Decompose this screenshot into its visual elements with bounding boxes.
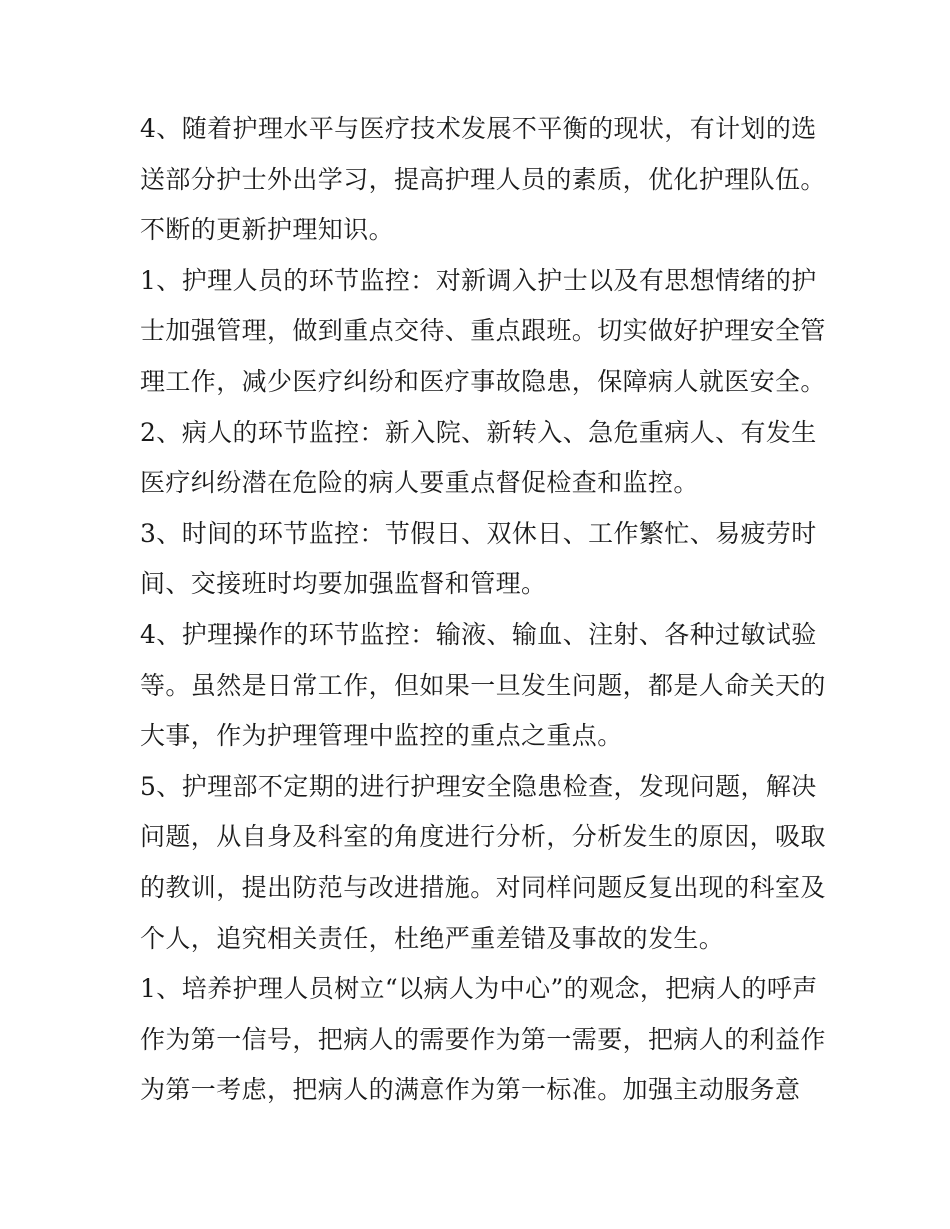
paragraph-patient-centered <box>140 964 830 1116</box>
paragraph-operation-monitoring <box>140 610 830 762</box>
text-line: 4、护理操作的环节监控：输液、输血、注射、各种过敏试验 <box>140 619 817 649</box>
text-line: 3、时间的环节监控：节假日、双休日、工作繁忙、易疲劳时 <box>140 518 817 548</box>
paragraph-training <box>140 104 830 256</box>
document-body <box>140 104 830 1116</box>
text-line: 大事，作为护理管理中监控的重点之重点。 <box>140 721 623 751</box>
text-line: 4、随着护理水平与医疗技术发展不平衡的现状，有计划的选 <box>140 114 817 143</box>
text-line: 等。虽然是日常工作，但如果一旦发生问题，都是人命关天的 <box>140 670 826 700</box>
text-line: 的教训，提出防范与改进措施。对同样问题反复出现的科室及 <box>140 872 826 902</box>
text-line: 不断的更新护理知识。 <box>140 215 395 245</box>
paragraph-staff-monitoring <box>140 256 830 408</box>
text-line: 个人，追究相关责任，杜绝严重差错及事故的发生。 <box>140 923 725 953</box>
text-line: 医疗纠纷潜在危险的病人要重点督促检查和监控。 <box>140 468 699 498</box>
text-line: 5、护理部不定期的进行护理安全隐患检查，发现问题，解决 <box>140 771 817 801</box>
text-line: 1、护理人员的环节监控：对新调入护士以及有思想情绪的护 <box>140 265 817 295</box>
text-line: 问题，从自身及科室的角度进行分析，分析发生的原因，吸取 <box>140 822 826 852</box>
text-line: 理工作，减少医疗纠纷和医疗事故隐患，保障病人就医安全。 <box>140 366 826 396</box>
text-line: 2、病人的环节监控：新入院、新转入、急危重病人、有发生 <box>140 417 817 447</box>
paragraph-safety-inspection <box>140 762 830 964</box>
paragraph-patient-monitoring <box>140 408 830 509</box>
text-line: 士加强管理，做到重点交待、重点跟班。切实做好护理安全管 <box>140 316 826 346</box>
text-line: 为第一考虑，把病人的满意作为第一标准。加强主动服务意 <box>140 1075 801 1105</box>
text-line: 间、交接班时均要加强监督和管理。 <box>140 569 547 599</box>
text-line: 送部分护士外出学习，提高护理人员的素质，优化护理队伍。 <box>140 164 826 194</box>
text-line: 1、培养护理人员树立“以病人为中心”的观念，把病人的呼声 <box>140 974 818 1004</box>
paragraph-time-monitoring <box>140 509 830 610</box>
text-line: 作为第一信号，把病人的需要作为第一需要，把病人的利益作 <box>140 1024 826 1054</box>
